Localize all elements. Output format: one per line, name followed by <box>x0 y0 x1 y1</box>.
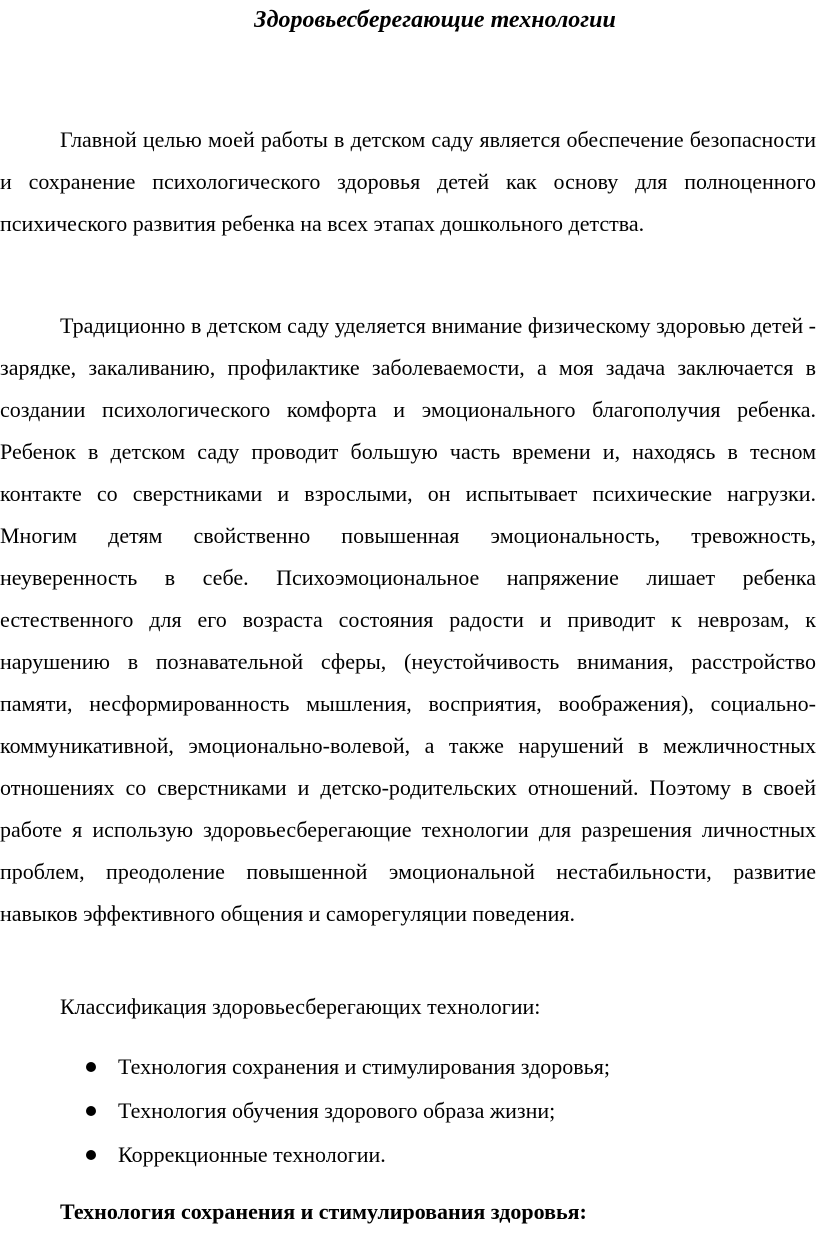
list-item <box>0 1052 610 1096</box>
page-title: Здоровьесберегающие технологии <box>254 7 616 33</box>
paragraph-tradition: Традиционно в детском саду уделяется внимание физическому здоровью детей - зарядке, закаливанию, профилактике заболеваемости, а моя задача заключается в создании психологического комфорта и эмоционального благополучия ребенка. Ребенок в детском саду проводит большую часть времени и, находясь в тесном контакте со сверстниками и взрослыми, он испытывает психические нагрузки. Многим детям свойственно повышенная эмоциональность, тревожность, неуверенность в себе. Психоэмоциональное напряжение лишает ребенка естественного для его возраста состояния радости и приводит к неврозам, к нарушению в познавательной сферы, (неустойчивость внимания, расстройство памяти, несформированность мышления, восприятия, воображения), социально-коммуникативной, эмоционально-волевой, а также нарушений в межличностных отношениях со сверстниками и детско-родительских отношений. Поэтому в своей работе я использую здоровьесберегающие технологии для разрешения личностных проблем, преодоление повышенной эмоциональной нестабильности, развитие навыков эффективного общения и саморегуляции поведения. <box>0 313 816 926</box>
list-item <box>0 1140 610 1184</box>
section-heading: Технология сохранения и стимулирования здоровья: <box>60 1199 587 1224</box>
bullet-icon <box>86 1150 96 1160</box>
classification-heading: Классификация здоровьесберегающих технологии: <box>60 994 541 1019</box>
bullet-icon <box>86 1106 96 1116</box>
list-item-text: Технология обучения здорового образа жизни; <box>118 1098 556 1123</box>
list-item-text: Технология сохранения и стимулирования здоровья; <box>118 1054 610 1079</box>
list-item-text: Коррекционные технологии. <box>118 1142 386 1167</box>
technology-list <box>0 1052 610 1184</box>
paragraph-goal: Главной целью моей работы в детском саду является обеспечение безопасности и сохранение психологического здоровья детей как основу для полноценного психического развития ребенка на всех этапах дошкольного детства. <box>0 127 816 236</box>
list-item <box>0 1096 610 1140</box>
bullet-icon <box>86 1062 96 1072</box>
